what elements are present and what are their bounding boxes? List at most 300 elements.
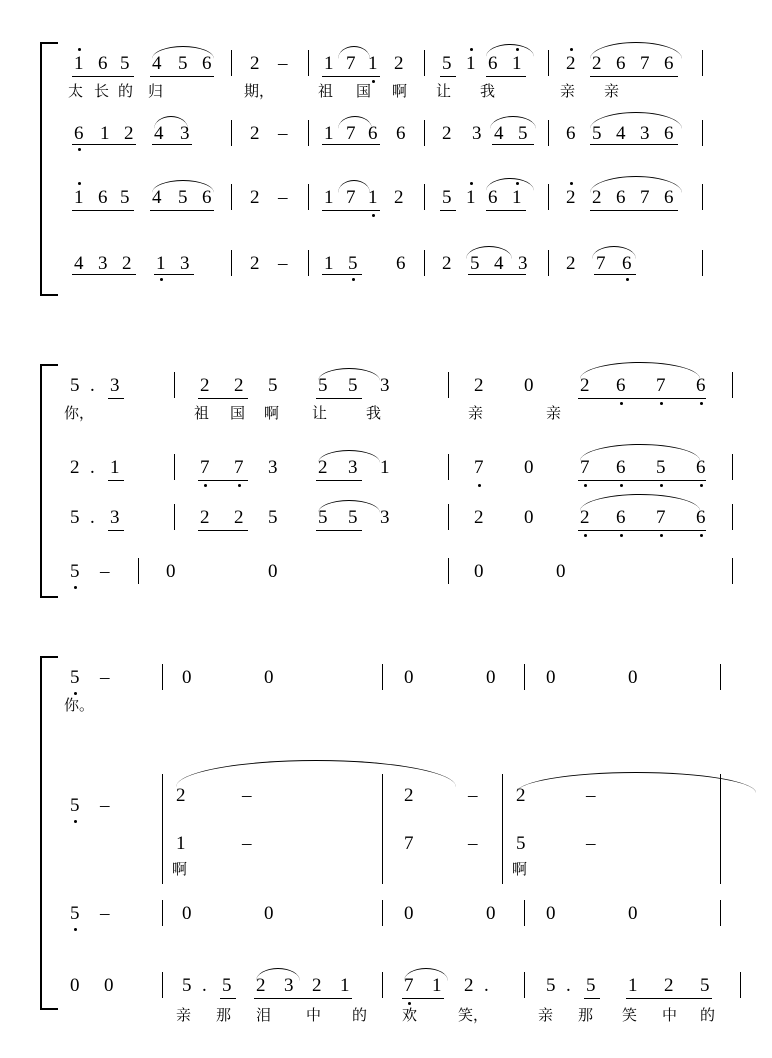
- beam: [594, 274, 636, 275]
- note: 6: [202, 187, 212, 208]
- beam: [626, 998, 712, 999]
- octave-dot-low: [74, 820, 77, 823]
- barline: [548, 250, 549, 276]
- octave-dot-low: [620, 484, 623, 487]
- note-extender: –: [100, 903, 110, 924]
- barline: [231, 50, 232, 76]
- note: 0: [404, 667, 414, 688]
- staff-s3-v2a: [56, 758, 772, 816]
- note: 3: [380, 507, 390, 528]
- note: 5: [656, 457, 666, 478]
- note: 5: [178, 187, 188, 208]
- octave-dot-low: [74, 928, 77, 931]
- note-extender: –: [278, 253, 288, 274]
- note: 0: [404, 903, 414, 924]
- note: 7: [656, 507, 666, 528]
- note: 6: [74, 123, 84, 144]
- note: 0: [546, 667, 556, 688]
- lyric: 亲: [538, 1007, 554, 1024]
- dot-rhythm: .: [90, 457, 95, 478]
- beam: [322, 210, 380, 211]
- barline: [720, 664, 721, 690]
- beam: [590, 210, 678, 211]
- note: 2: [664, 975, 674, 996]
- note: 6: [396, 253, 406, 274]
- note: 5: [182, 975, 192, 996]
- note: 0: [70, 975, 80, 996]
- staff-s1-v2: [56, 114, 772, 160]
- octave-dot-high: [470, 48, 473, 51]
- octave-dot-low: [584, 484, 587, 487]
- note: 1: [324, 123, 334, 144]
- note: 5: [70, 507, 80, 528]
- octave-dot-low: [408, 1002, 411, 1005]
- note: 2: [250, 53, 260, 74]
- note: 3: [472, 123, 482, 144]
- barline: [231, 120, 232, 146]
- note: 7: [404, 975, 414, 996]
- beam: [486, 210, 526, 211]
- slur: [580, 362, 700, 379]
- note: 6: [616, 507, 626, 528]
- note: 5: [222, 975, 232, 996]
- barline: [174, 454, 175, 480]
- octave-dot-high: [516, 182, 519, 185]
- note: 5: [70, 561, 80, 582]
- octave-dot-high: [470, 182, 473, 185]
- note: 3: [180, 253, 190, 274]
- barline: [732, 454, 733, 480]
- beam: [492, 144, 534, 145]
- note: 4: [494, 253, 504, 274]
- note: 1: [100, 123, 110, 144]
- lyric: 那: [578, 1007, 594, 1024]
- note: 2: [234, 375, 244, 396]
- note: 5: [70, 375, 80, 396]
- octave-dot-high: [570, 48, 573, 51]
- octave-dot-high: [78, 182, 81, 185]
- octave-dot-low: [700, 484, 703, 487]
- beam: [72, 76, 134, 77]
- note: 3: [110, 375, 120, 396]
- note: 5: [592, 123, 602, 144]
- barline: [732, 558, 733, 584]
- note: 2: [394, 187, 404, 208]
- note: 5: [120, 187, 130, 208]
- note-extender: –: [278, 187, 288, 208]
- note: 2: [250, 187, 260, 208]
- dot-rhythm: .: [484, 975, 489, 996]
- barline: [231, 184, 232, 210]
- note: 0: [556, 561, 566, 582]
- beam: [150, 210, 214, 211]
- lyric: 笑，: [458, 1007, 489, 1024]
- lyric: 归: [148, 83, 164, 100]
- note: 1: [324, 253, 334, 274]
- barline: [548, 50, 549, 76]
- note: 6: [202, 53, 212, 74]
- note: 6: [696, 507, 706, 528]
- note: 2: [256, 975, 266, 996]
- note: 1: [466, 187, 476, 208]
- beam: [578, 398, 706, 399]
- note: 7: [346, 53, 356, 74]
- note: 3: [640, 123, 650, 144]
- slur: [580, 494, 700, 511]
- barline: [732, 372, 733, 398]
- note: 5: [318, 507, 328, 528]
- note: 6: [664, 53, 674, 74]
- note: 1: [368, 53, 378, 74]
- note: 2: [404, 785, 414, 806]
- staff-s3-v2b: [56, 824, 772, 878]
- note-extender: –: [278, 53, 288, 74]
- beam: [590, 76, 678, 77]
- note-extender: –: [468, 785, 478, 806]
- barline: [448, 558, 449, 584]
- octave-dot-low: [238, 484, 241, 487]
- lyric: 让: [436, 83, 452, 100]
- beam: [198, 480, 248, 481]
- note: 2: [250, 123, 260, 144]
- note: 6: [368, 123, 378, 144]
- octave-dot-low: [372, 80, 375, 83]
- lyric: 啊: [392, 83, 408, 100]
- dot-rhythm: .: [90, 507, 95, 528]
- note: 2: [250, 253, 260, 274]
- beam: [590, 144, 678, 145]
- beam: [402, 998, 444, 999]
- note: 7: [656, 375, 666, 396]
- octave-dot-low: [160, 278, 163, 281]
- lyric: 亲: [176, 1007, 192, 1024]
- note: 1: [512, 53, 522, 74]
- beam: [322, 274, 362, 275]
- barline: [732, 504, 733, 530]
- note-extender: –: [242, 785, 252, 806]
- lyric: 亲: [604, 83, 620, 100]
- note: 7: [346, 187, 356, 208]
- octave-dot-high: [570, 182, 573, 185]
- barline: [448, 504, 449, 530]
- barline: [702, 50, 703, 76]
- note: 2: [566, 187, 576, 208]
- lyric: 那: [216, 1007, 232, 1024]
- note: 3: [348, 457, 358, 478]
- octave-dot-low: [372, 214, 375, 217]
- note-extender: –: [468, 833, 478, 854]
- lyric: 我: [480, 83, 496, 100]
- lyric: 长: [94, 83, 110, 100]
- octave-dot-low: [700, 402, 703, 405]
- note: 5: [70, 903, 80, 924]
- note: 2: [580, 507, 590, 528]
- beam: [322, 76, 380, 77]
- note: 6: [616, 187, 626, 208]
- note: 0: [628, 667, 638, 688]
- note: 0: [182, 903, 192, 924]
- system-3: [0, 650, 772, 1050]
- note: 6: [664, 187, 674, 208]
- lyric: 中: [306, 1007, 322, 1024]
- note: 4: [152, 53, 162, 74]
- staff-s2-v1: [56, 366, 772, 422]
- beam: [154, 274, 194, 275]
- note: 2: [566, 253, 576, 274]
- slur: [580, 444, 700, 461]
- beam: [198, 530, 248, 531]
- note: 2: [442, 123, 452, 144]
- note: 5: [348, 253, 358, 274]
- note: 1: [156, 253, 166, 274]
- beam: [468, 274, 526, 275]
- barline: [162, 900, 163, 926]
- beam: [108, 480, 124, 481]
- note: 4: [616, 123, 626, 144]
- note: 5: [268, 507, 278, 528]
- note: 3: [268, 457, 278, 478]
- note: 1: [176, 833, 186, 854]
- note: 6: [396, 123, 406, 144]
- note: 4: [154, 123, 164, 144]
- lyric: 亲: [560, 83, 576, 100]
- lyric: 笑: [622, 1007, 638, 1024]
- octave-dot-low: [478, 484, 481, 487]
- barline: [308, 120, 309, 146]
- beam: [198, 398, 248, 399]
- barline: [138, 558, 139, 584]
- note: 3: [518, 253, 528, 274]
- octave-dot-high: [78, 48, 81, 51]
- note: 5: [546, 975, 556, 996]
- note-extender: –: [586, 785, 596, 806]
- note: 0: [268, 561, 278, 582]
- octave-dot-low: [660, 484, 663, 487]
- note: 5: [348, 375, 358, 396]
- note: 6: [616, 375, 626, 396]
- note: 5: [518, 123, 528, 144]
- note: 2: [200, 375, 210, 396]
- beam: [486, 76, 526, 77]
- barline: [524, 972, 525, 998]
- note: 2: [124, 123, 134, 144]
- note: 2: [592, 53, 602, 74]
- note: 3: [284, 975, 294, 996]
- lyric: 国: [230, 405, 246, 422]
- beam: [108, 530, 124, 531]
- barline: [448, 454, 449, 480]
- lyric: 的: [700, 1007, 716, 1024]
- octave-dot-low: [620, 402, 623, 405]
- staff-s3-v1: [56, 658, 772, 714]
- note: 0: [486, 667, 496, 688]
- dot-rhythm: .: [90, 375, 95, 396]
- note: 1: [324, 187, 334, 208]
- note: 6: [696, 457, 706, 478]
- staff-s2-v3: [56, 498, 772, 544]
- note: 6: [616, 457, 626, 478]
- note: 2: [442, 253, 452, 274]
- beam: [72, 144, 136, 145]
- note: 1: [368, 187, 378, 208]
- note: 1: [628, 975, 638, 996]
- note: 6: [98, 187, 108, 208]
- note: 1: [74, 187, 84, 208]
- lyric: 泪: [256, 1007, 272, 1024]
- note: 5: [318, 375, 328, 396]
- lyric: 啊: [512, 861, 528, 878]
- note-extender: –: [278, 123, 288, 144]
- barline: [308, 50, 309, 76]
- note: 6: [616, 53, 626, 74]
- note: 2: [122, 253, 132, 274]
- barline: [548, 184, 549, 210]
- note: 7: [580, 457, 590, 478]
- lyric: 祖: [194, 405, 210, 422]
- note: 5: [442, 187, 452, 208]
- staff-s1-v1: [56, 44, 772, 100]
- beam: [108, 398, 124, 399]
- lyric: 的: [118, 83, 134, 100]
- note: 7: [640, 53, 650, 74]
- barline: [174, 372, 175, 398]
- beam: [578, 480, 706, 481]
- note: 0: [546, 903, 556, 924]
- note: 0: [524, 375, 534, 396]
- note: 5: [120, 53, 130, 74]
- note: 0: [166, 561, 176, 582]
- note: 7: [596, 253, 606, 274]
- note: 2: [70, 457, 80, 478]
- beam: [578, 530, 706, 531]
- barline: [702, 120, 703, 146]
- staff-s3-v4: [56, 966, 772, 1024]
- note: 1: [380, 457, 390, 478]
- note: 1: [110, 457, 120, 478]
- lyric: 国: [356, 83, 372, 100]
- note: 4: [152, 187, 162, 208]
- note: 7: [234, 457, 244, 478]
- note: 2: [592, 187, 602, 208]
- octave-dot-low: [74, 692, 77, 695]
- octave-dot-low: [660, 534, 663, 537]
- dot-rhythm: .: [566, 975, 571, 996]
- note: 5: [700, 975, 710, 996]
- note: 5: [268, 375, 278, 396]
- note: 6: [488, 53, 498, 74]
- note: 2: [234, 507, 244, 528]
- octave-dot-low: [700, 534, 703, 537]
- barline: [702, 250, 703, 276]
- note: 2: [318, 457, 328, 478]
- note: 7: [200, 457, 210, 478]
- lyric: 我: [366, 405, 382, 422]
- barline: [720, 900, 721, 926]
- note-extender: –: [242, 833, 252, 854]
- lyric: 你。: [64, 697, 95, 714]
- note: 3: [98, 253, 108, 274]
- note: 1: [74, 53, 84, 74]
- note: 2: [580, 375, 590, 396]
- note: 1: [340, 975, 350, 996]
- system-1: [0, 36, 772, 296]
- barline: [424, 184, 425, 210]
- octave-dot-low: [78, 148, 81, 151]
- dot-rhythm: .: [202, 975, 207, 996]
- note: 0: [104, 975, 114, 996]
- barline: [382, 664, 383, 690]
- slur-long: [176, 760, 456, 787]
- lyric: 让: [312, 405, 328, 422]
- octave-dot-high: [516, 48, 519, 51]
- beam: [316, 398, 362, 399]
- note: 0: [628, 903, 638, 924]
- barline: [740, 972, 741, 998]
- lyric: 啊: [172, 861, 188, 878]
- beam: [584, 998, 600, 999]
- note: 5: [586, 975, 596, 996]
- barline: [308, 184, 309, 210]
- note: 2: [312, 975, 322, 996]
- note-extender: –: [100, 667, 110, 688]
- note: 5: [70, 795, 80, 816]
- note: 3: [380, 375, 390, 396]
- note: 7: [346, 123, 356, 144]
- beam: [150, 76, 214, 77]
- lyric: 啊: [264, 405, 280, 422]
- barline: [702, 184, 703, 210]
- barline: [162, 664, 163, 690]
- octave-dot-low: [204, 484, 207, 487]
- barline: [382, 972, 383, 998]
- note: 6: [566, 123, 576, 144]
- note: 0: [486, 903, 496, 924]
- beam: [322, 144, 380, 145]
- beam: [72, 210, 134, 211]
- lyric: 期，: [244, 83, 275, 100]
- lyric: 太: [68, 83, 84, 100]
- note: 2: [566, 53, 576, 74]
- lyric: 祖: [318, 83, 334, 100]
- lyric: 欢: [402, 1007, 418, 1024]
- note: 7: [474, 457, 484, 478]
- note: 0: [524, 507, 534, 528]
- note: 5: [178, 53, 188, 74]
- barline: [424, 250, 425, 276]
- note: 6: [622, 253, 632, 274]
- note: 0: [524, 457, 534, 478]
- note: 2: [516, 785, 526, 806]
- note: 1: [512, 187, 522, 208]
- barline: [424, 120, 425, 146]
- beam: [316, 530, 362, 531]
- note-extender: –: [100, 795, 110, 816]
- note: 5: [470, 253, 480, 274]
- system-2: [0, 358, 772, 608]
- note: 2: [464, 975, 474, 996]
- barline: [524, 900, 525, 926]
- octave-dot-low: [626, 278, 629, 281]
- note-extender: –: [586, 833, 596, 854]
- note: 1: [324, 53, 334, 74]
- barline: [231, 250, 232, 276]
- staff-s1-v3: [56, 178, 772, 224]
- note: 2: [474, 507, 484, 528]
- note: 2: [176, 785, 186, 806]
- barline: [424, 50, 425, 76]
- note: 5: [516, 833, 526, 854]
- beam: [440, 210, 456, 211]
